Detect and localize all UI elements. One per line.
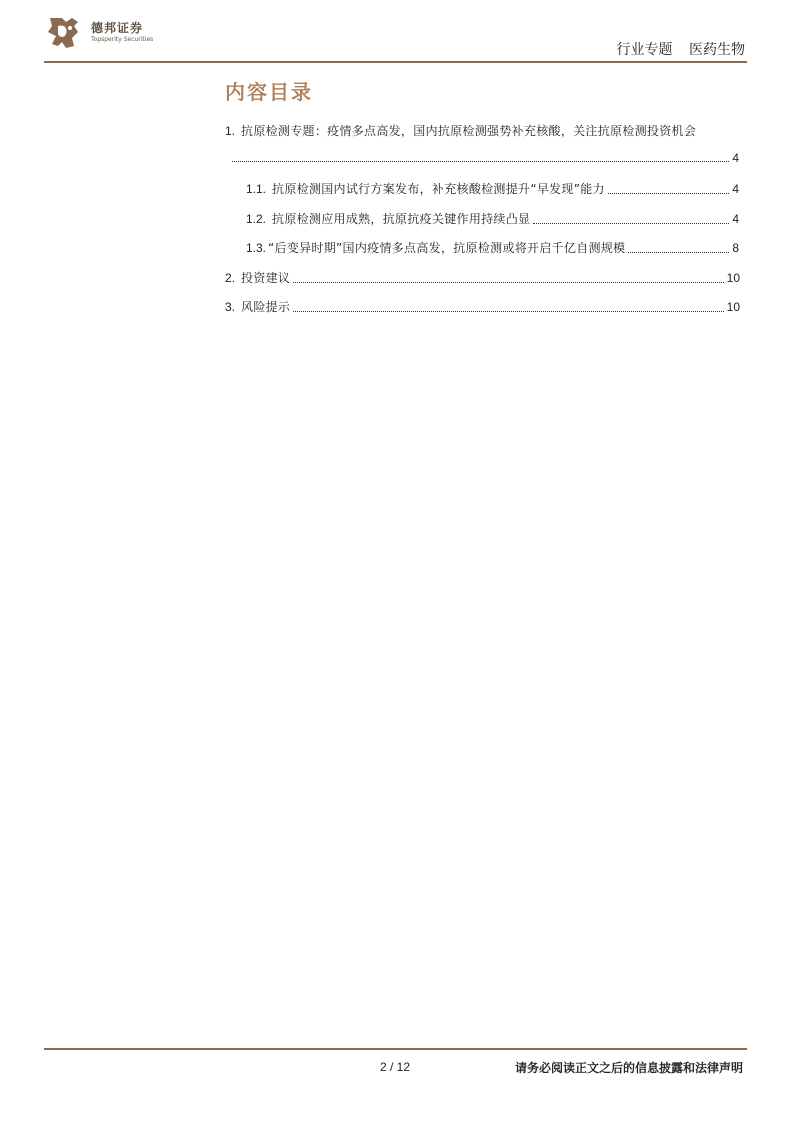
toc-entry-number: 1.1. (246, 182, 267, 196)
page-number: 2 / 12 (380, 1060, 411, 1074)
toc-leader-dots (608, 192, 729, 194)
header-tags (617, 39, 745, 59)
footer-divider (44, 1048, 747, 1050)
toc-entry-page: 10 (726, 271, 740, 285)
toc-leader-dots (628, 251, 729, 253)
header-divider (44, 61, 747, 63)
toc-entry-number: 2. (225, 271, 236, 285)
toc-entry-3[interactable] (225, 298, 740, 315)
toc-entry-1-2[interactable] (246, 210, 739, 227)
report-type: 行业专题 (616, 42, 673, 58)
toc-entry-1-leader[interactable] (229, 151, 739, 165)
company-name: 德邦证券 (91, 21, 144, 35)
company-name-en: Topsperity Securities (91, 36, 154, 43)
toc-entry-text: “后变异时期”国内疫情多点高发，抗原检测或将开启千亿自测规模 (268, 241, 626, 255)
toc-title: 内容目录 (225, 80, 313, 104)
toc-entry-text: 抗原检测应用成熟，抗原抗疫关键作用持续凸显 (272, 212, 531, 226)
tiger-logo-icon (44, 16, 86, 50)
toc-leader-dots (293, 310, 723, 312)
toc-leader-dots (293, 281, 723, 283)
toc-entry-text: 风险提示 (241, 300, 291, 314)
toc-entry-text: 投资建议 (241, 271, 291, 285)
toc-entry-page: 10 (726, 300, 740, 314)
sector-label: 医药生物 (689, 42, 745, 58)
toc-entry-1-3[interactable] (246, 239, 739, 256)
company-logo (44, 16, 174, 50)
toc-entry-1[interactable] (225, 122, 745, 139)
toc-entry-page: 8 (732, 241, 739, 255)
toc-leader-dots (232, 160, 729, 162)
toc-entry-text: 抗原检测专题：疫情多点高发，国内抗原检测强势补充核酸，关注抗原检测投资机会 (241, 124, 697, 138)
toc-entry-page: 4 (732, 151, 739, 165)
toc-entry-1-1[interactable] (246, 180, 739, 197)
toc-leader-dots (533, 222, 729, 224)
toc-entry-page: 4 (732, 212, 739, 226)
toc-entry-number: 3. (225, 300, 236, 314)
legal-disclaimer: 请务必阅读正文之后的信息披露和法律声明 (514, 1061, 743, 1075)
toc-entry-number: 1.3. (246, 241, 267, 255)
toc-entry-page: 4 (732, 182, 739, 196)
toc-entry-text: 抗原检测国内试行方案发布，补充核酸检测提升“早发现”能力 (272, 182, 605, 196)
toc-entry-number: 1. (225, 124, 236, 138)
toc-entry-2[interactable] (225, 269, 740, 286)
toc-entry-number: 1.2. (246, 212, 267, 226)
